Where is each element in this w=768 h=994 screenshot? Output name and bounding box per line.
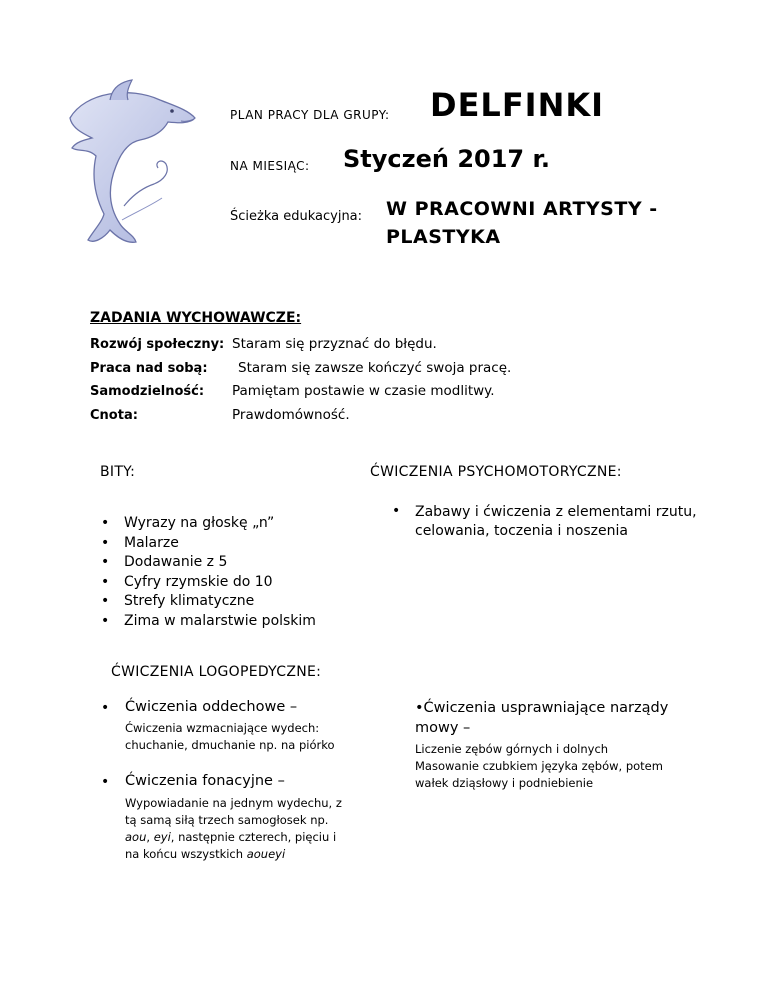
breath-desc-line1: Ćwiczenia wzmacniające wydech: [125,721,320,735]
bity-heading: BITY: [100,464,136,480]
phon-desc-line2: tą samą siłą trzech samogłosek np. [125,813,329,827]
organ-desc-line1: Liczenie zębów górnych i dolnych [415,742,609,756]
bity-list [99,514,316,631]
task-value-independence: Pamiętam postawie w czasie modlitwy. [232,383,495,399]
comma-separator: , [146,830,154,844]
psycho-item: Zabawy i ćwiczenia z elementami rzutu, celowania, toczenia i noszenia [415,504,697,539]
organ-title-line1: •Ćwiczenia usprawniające narządy [415,700,669,716]
vowels-eyi: eyi [153,830,171,844]
organ-desc-line3: wałek dziąsłowy i podniebienie [415,776,594,790]
month-label: NA MIESIĄC: [230,159,310,173]
dolphin-illustration [50,78,225,253]
tasks-heading: ZADANIA WYCHOWAWCZE: [90,310,302,326]
vowels-aou: aou [125,830,147,844]
path-title-line1: W PRACOWNI ARTYSTY - [386,198,658,220]
task-label-self: Praca nad sobą: [90,361,208,376]
organ-title-line2: mowy – [415,720,471,736]
task-label-social: Rozwój społeczny: [90,337,225,352]
list-item: • Wyrazy na głoskę „n” [99,514,316,534]
list-item: • Cyfry rzymskie do 10 [99,573,316,593]
phon-bullet: • [101,774,110,790]
breath-bullet: • [101,700,110,716]
phon-desc-line3 [125,829,336,845]
path-label: Ścieżka edukacyjna: [230,209,363,224]
path-title-line2: PLASTYKA [386,226,501,248]
list-item: • Dodawanie z 5 [99,553,316,573]
psycho-heading: ĆWICZENIA PSYCHOMOTORYCZNE: [370,464,622,480]
task-label-virtue: Cnota: [90,408,138,423]
psycho-bullet: • [392,503,401,519]
month-value: Styczeń 2017 r. [343,145,550,173]
logo-heading: ĆWICZENIA LOGOPEDYCZNE: [111,664,322,680]
group-name: DELFINKI [430,86,605,124]
phon-desc-line4-text: na końcu wszystkich [125,847,247,861]
list-item: • Strefy klimatyczne [99,592,316,612]
phon-desc-line3-rest: , następnie czterech, pięciu i [170,830,337,844]
organ-desc-line2: Masowanie czubkiem języka zębów, potem [415,759,663,773]
list-item: • Malarze [99,534,316,554]
task-value-social: Staram się przyznać do błędu. [232,336,437,352]
breath-desc-line2: chuchanie, dmuchanie np. na piórko [125,738,335,752]
breath-title: Ćwiczenia oddechowe – [125,699,298,715]
task-value-virtue: Prawdomówność. [232,407,350,423]
phon-desc-line1: Wypowiadanie na jednym wydechu, z [125,796,342,810]
list-item: • Zima w malarstwie polskim [99,612,316,632]
phon-title: Ćwiczenia fonacyjne – [125,773,285,789]
group-label: PLAN PRACY DLA GRUPY: [230,108,390,122]
task-label-independence: Samodzielność: [90,384,205,399]
task-value-self: Staram się zawsze kończyć swoja pracę. [238,360,512,376]
phon-desc-line4 [125,846,285,862]
vowels-all: aoueyi [246,847,286,861]
